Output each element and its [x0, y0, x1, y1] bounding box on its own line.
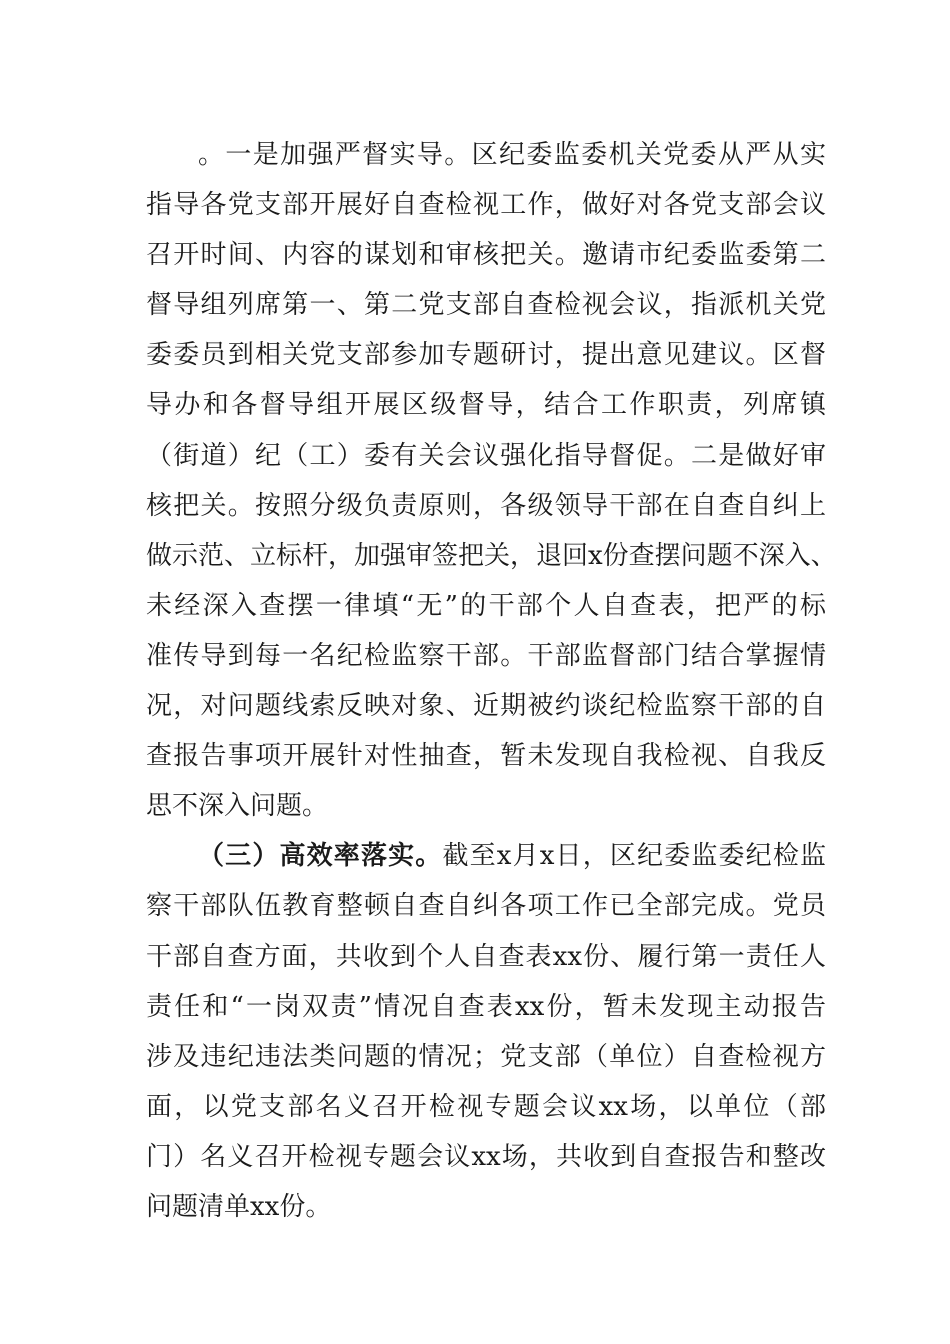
paragraph-line: 思不深入问题。 [146, 791, 329, 822]
paragraph-line: 核把关。按照分级负责原则，各级领导干部在自查自纠上 [146, 490, 826, 521]
paragraph-line: 问题清单xx份。 [146, 1191, 332, 1222]
paragraph-line: 未经深入查摆一律填“无”的干部个人自查表，把严的标 [146, 590, 826, 621]
paragraph-line: 面，以党支部名义召开检视专题会议xx场，以单位（部 [146, 1091, 826, 1122]
paragraph-line: 涉及违纪违法类问题的情况；党支部（单位）自查检视方 [146, 1041, 826, 1072]
paragraph-line: 导办和各督导组开展区级督导，结合工作职责，列席镇 [146, 390, 826, 421]
paragraph-line: 察干部队伍教育整顿自查自纠各项工作已全部完成。党员 [146, 891, 826, 922]
paragraph-line: 做示范、立标杆，加强审签把关，退回x份查摆问题不深入、 [146, 540, 837, 571]
paragraph-line: 委委员到相关党支部参加专题研讨，提出意见建议。区督 [146, 340, 826, 371]
paragraph-line: 督导组列席第一、第二党支部自查检视会议，指派机关党 [146, 290, 826, 321]
paragraph-line: 召开时间、内容的谋划和审核把关。邀请市纪委监委第二 [146, 240, 826, 271]
paragraph-line: 况，对问题线索反映对象、近期被约谈纪检监察干部的自 [146, 691, 826, 722]
section-heading-line [146, 831, 826, 881]
paragraph-line: 门）名义召开检视专题会议xx场，共收到自查报告和整改 [146, 1141, 826, 1172]
paragraph-line: 查报告事项开展针对性抽查，暂未发现自我检视、自我反 [146, 741, 826, 772]
paragraph-line: 指导各党支部开展好自查检视工作，做好对各党支部会议 [146, 190, 826, 221]
paragraph-line: 截至x月x日，区纪委监委纪检监 [442, 841, 826, 872]
paragraph-line: 。一是加强严督实导。区纪委监委机关党委从严从实 [198, 140, 826, 170]
section-heading: （三）高效率落实。 [198, 841, 443, 872]
body-text [146, 130, 837, 1232]
paragraph-line: （街道）纪（工）委有关会议强化指导督促。二是做好审 [146, 440, 826, 471]
paragraph-line: 责任和“一岗双责”情况自查表xx份，暂未发现主动报告 [146, 991, 826, 1022]
paragraph-line: 准传导到每一名纪检监察干部。干部监督部门结合掌握情 [146, 640, 826, 671]
paragraph-line: 干部自查方面，共收到个人自查表xx份、履行第一责任人 [146, 941, 826, 972]
